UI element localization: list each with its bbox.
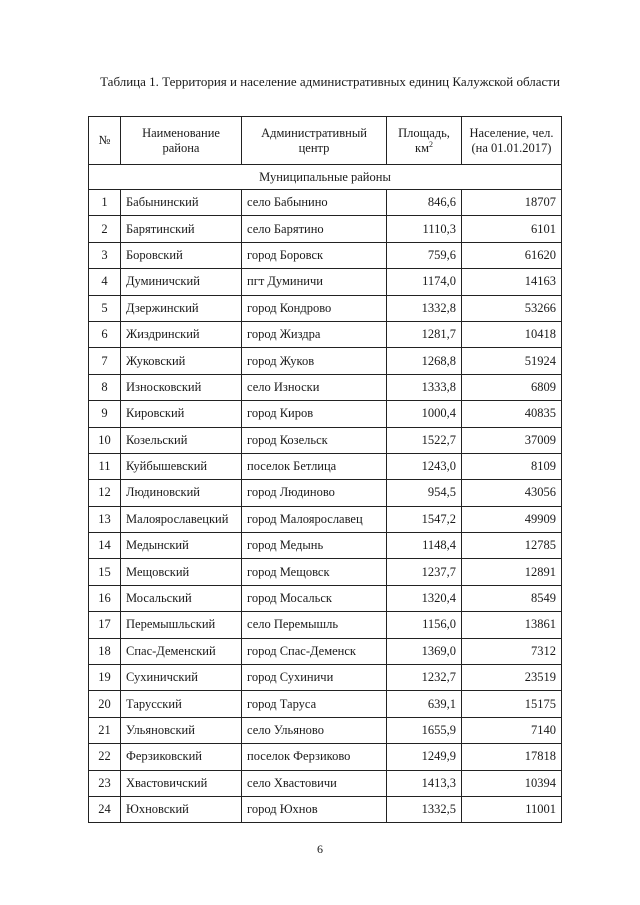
cell-admin-center: село Перемышль [242,612,387,638]
cell-population: 14163 [462,269,562,295]
cell-district-name: Думиничский [121,269,242,295]
cell-admin-center: город Киров [242,401,387,427]
cell-population: 49909 [462,506,562,532]
table-row [89,638,562,664]
cell-no: 24 [89,796,121,822]
cell-population: 6101 [462,216,562,242]
cell-no: 18 [89,638,121,664]
cell-population: 10418 [462,321,562,347]
table-row [89,216,562,242]
table-row [89,559,562,585]
cell-area: 639,1 [387,691,462,717]
cell-admin-center: город Людиново [242,480,387,506]
cell-area: 1333,8 [387,374,462,400]
cell-population: 40835 [462,401,562,427]
table-row [89,321,562,347]
cell-area: 1547,2 [387,506,462,532]
cell-no: 19 [89,665,121,691]
table-header-row [89,117,562,165]
cell-no: 17 [89,612,121,638]
cell-no: 21 [89,717,121,743]
cell-admin-center: город Малоярославец [242,506,387,532]
table-row [89,295,562,321]
header-no: № [89,117,121,165]
table-row [89,480,562,506]
cell-district-name: Спас-Деменский [121,638,242,664]
cell-population: 37009 [462,427,562,453]
cell-no: 1 [89,190,121,216]
table-row [89,401,562,427]
table-caption: Таблица 1. Территория и население административных единиц Калужской области [100,74,560,89]
cell-admin-center: город Мещовск [242,559,387,585]
cell-district-name: Сухиничский [121,665,242,691]
cell-district-name: Хвастовичский [121,770,242,796]
cell-district-name: Кировский [121,401,242,427]
section-title: Муниципальные районы [89,165,562,190]
table-row [89,374,562,400]
cell-no: 3 [89,242,121,268]
table-row [89,770,562,796]
cell-area: 1156,0 [387,612,462,638]
header-population: Население, чел. (на 01.01.2017) [462,117,562,165]
cell-district-name: Куйбышевский [121,453,242,479]
table-row [89,190,562,216]
cell-area: 1413,3 [387,770,462,796]
cell-population: 61620 [462,242,562,268]
cell-district-name: Износковский [121,374,242,400]
table-row [89,348,562,374]
header-center: Административный центр [242,117,387,165]
cell-area: 954,5 [387,480,462,506]
cell-no: 6 [89,321,121,347]
table-row [89,506,562,532]
header-name: Наименование района [121,117,242,165]
cell-admin-center: село Бабынино [242,190,387,216]
cell-area: 1281,7 [387,321,462,347]
cell-admin-center: город Спас-Деменск [242,638,387,664]
cell-admin-center: село Ульяново [242,717,387,743]
cell-admin-center: город Сухиничи [242,665,387,691]
cell-population: 8109 [462,453,562,479]
cell-area: 759,6 [387,242,462,268]
cell-population: 15175 [462,691,562,717]
cell-no: 7 [89,348,121,374]
table-row [89,717,562,743]
cell-no: 23 [89,770,121,796]
cell-area: 1522,7 [387,427,462,453]
table-row [89,612,562,638]
cell-admin-center: село Барятино [242,216,387,242]
cell-area: 1320,4 [387,585,462,611]
cell-no: 8 [89,374,121,400]
cell-district-name: Боровский [121,242,242,268]
cell-district-name: Бабынинский [121,190,242,216]
cell-admin-center: город Жиздра [242,321,387,347]
cell-population: 7312 [462,638,562,664]
cell-population: 12785 [462,533,562,559]
cell-district-name: Тарусский [121,691,242,717]
cell-population: 53266 [462,295,562,321]
cell-district-name: Жуковский [121,348,242,374]
cell-area: 1232,7 [387,665,462,691]
cell-area: 846,6 [387,190,462,216]
cell-no: 5 [89,295,121,321]
cell-admin-center: город Кондрово [242,295,387,321]
cell-no: 16 [89,585,121,611]
cell-district-name: Ферзиковский [121,744,242,770]
cell-admin-center: город Жуков [242,348,387,374]
table-row [89,744,562,770]
cell-admin-center: город Боровск [242,242,387,268]
cell-admin-center: город Медынь [242,533,387,559]
table-row [89,796,562,822]
table-row [89,665,562,691]
cell-area: 1249,9 [387,744,462,770]
cell-district-name: Мосальский [121,585,242,611]
cell-no: 10 [89,427,121,453]
table-row [89,453,562,479]
cell-area: 1655,9 [387,717,462,743]
cell-district-name: Жиздринский [121,321,242,347]
cell-district-name: Козельский [121,427,242,453]
cell-area: 1243,0 [387,453,462,479]
table-row [89,427,562,453]
cell-area: 1148,4 [387,533,462,559]
cell-population: 10394 [462,770,562,796]
cell-population: 12891 [462,559,562,585]
cell-area: 1332,8 [387,295,462,321]
cell-area: 1174,0 [387,269,462,295]
cell-admin-center: поселок Бетлица [242,453,387,479]
cell-area: 1332,5 [387,796,462,822]
cell-admin-center: город Юхнов [242,796,387,822]
cell-population: 17818 [462,744,562,770]
cell-population: 7140 [462,717,562,743]
cell-admin-center: село Износки [242,374,387,400]
cell-area: 1237,7 [387,559,462,585]
cell-admin-center: село Хвастовичи [242,770,387,796]
page-number: 6 [317,842,323,856]
table-row [89,242,562,268]
cell-population: 11001 [462,796,562,822]
cell-population: 18707 [462,190,562,216]
cell-admin-center: город Таруса [242,691,387,717]
cell-district-name: Ульяновский [121,717,242,743]
cell-admin-center: поселок Ферзиково [242,744,387,770]
cell-district-name: Малоярославецкий [121,506,242,532]
cell-district-name: Мещовский [121,559,242,585]
cell-district-name: Медынский [121,533,242,559]
table-row [89,585,562,611]
cell-no: 2 [89,216,121,242]
cell-district-name: Барятинский [121,216,242,242]
cell-population: 8549 [462,585,562,611]
cell-no: 13 [89,506,121,532]
cell-no: 20 [89,691,121,717]
cell-population: 51924 [462,348,562,374]
cell-area: 1000,4 [387,401,462,427]
cell-area: 1268,8 [387,348,462,374]
table-row [89,691,562,717]
cell-population: 6809 [462,374,562,400]
cell-area: 1369,0 [387,638,462,664]
cell-district-name: Дзержинский [121,295,242,321]
territory-population-table [88,116,562,823]
header-area: Площадь, $км^2$ [387,117,462,165]
table-row [89,533,562,559]
cell-admin-center: пгт Думиничи [242,269,387,295]
cell-admin-center: город Мосальск [242,585,387,611]
cell-no: 9 [89,401,121,427]
cell-no: 4 [89,269,121,295]
cell-no: 14 [89,533,121,559]
cell-area: 1110,3 [387,216,462,242]
cell-population: 43056 [462,480,562,506]
cell-population: 23519 [462,665,562,691]
cell-no: 11 [89,453,121,479]
section-row [89,165,562,190]
cell-no: 22 [89,744,121,770]
cell-district-name: Людиновский [121,480,242,506]
cell-no: 12 [89,480,121,506]
table-row [89,269,562,295]
cell-district-name: Перемышльский [121,612,242,638]
cell-district-name: Юхновский [121,796,242,822]
cell-population: 13861 [462,612,562,638]
cell-no: 15 [89,559,121,585]
cell-admin-center: город Козельск [242,427,387,453]
